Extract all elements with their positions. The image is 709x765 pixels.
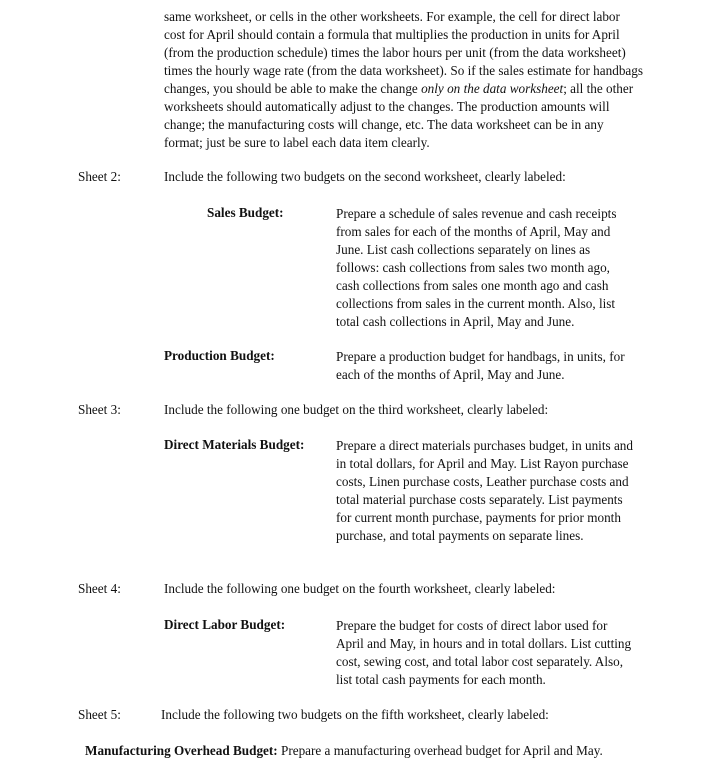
direct-materials-budget-description: Prepare a direct materials purchases budget, in units and in total dollars, for April and May. List Rayon purchase costs, Linen purchase costs, Leather purchase costs and total material purchase costs separately. List payments for current month purchase, payments for prior month purchase, and total payments on separate lines. — [336, 438, 633, 543]
direct-labor-budget-description: Prepare the budget for costs of direct labor used for April and May, in hours and in total dollars. List cutting cost, sewing cost, and total labor cost separately. Also, list total cash payments for each month. — [336, 618, 632, 687]
direct-materials-budget-title: Direct Materials Budget: — [164, 437, 305, 452]
intro-paragraph — [164, 8, 644, 152]
sheet-3-instruction: Include the following one budget on the third worksheet, clearly labeled: — [164, 402, 549, 417]
sales-budget-description: Prepare a schedule of sales revenue and cash receipts from sales for each of the months of April, May and June. List cash collections separately on lines as follows: cash collections from sales two month ago, cash collections from sales one month ago and cash collections from sales in the current month. Also, list total cash collections in April, May and June. — [336, 206, 617, 329]
sheet-5-label: Sheet 5: — [78, 707, 121, 722]
manufacturing-overhead-line — [85, 743, 603, 759]
intro-emphasis: only on the data worksheet — [421, 81, 564, 96]
production-budget-title: Production Budget: — [164, 348, 275, 363]
production-budget-description: Prepare a production budget for handbags, in units, for each of the months of April, May and June. — [336, 349, 625, 382]
sheet-3-label: Sheet 3: — [78, 402, 121, 417]
sheet-4-instruction: Include the following one budget on the fourth worksheet, clearly labeled: — [164, 581, 556, 596]
sheet-2-instruction: Include the following two budgets on the second worksheet, clearly labeled: — [164, 169, 566, 184]
sales-budget-title: Sales Budget: — [207, 205, 284, 220]
direct-labor-budget-title: Direct Labor Budget: — [164, 617, 286, 632]
sheet-4-label: Sheet 4: — [78, 581, 121, 596]
sheet-2-label: Sheet 2: — [78, 169, 121, 184]
sheet-5-instruction: Include the following two budgets on the fifth worksheet, clearly labeled: — [161, 707, 549, 722]
manufacturing-overhead-budget-description: Prepare a manufacturing overhead budget for April and May. — [280, 743, 603, 758]
manufacturing-overhead-budget-title: Manufacturing Overhead Budget: — [85, 743, 278, 758]
intro-text-part1: same worksheet, or cells in the other worksheets. For example, the cell for direct labor cost for April should contain a formula that multiplies the production in units for April (from the production schedule) times the labor hours per unit (from the data worksheet) times the hourly wage rate (from the data worksheet). So if the sales estimate for handbags changes, you should be able to make the change — [164, 9, 643, 96]
intro-text-part2: ; all the other worksheets should automatically adjust to the changes. The production amounts will change; the manufacturing costs will change, etc. The data worksheet can be in any format; just be sure to label each data item clearly. — [164, 81, 634, 150]
